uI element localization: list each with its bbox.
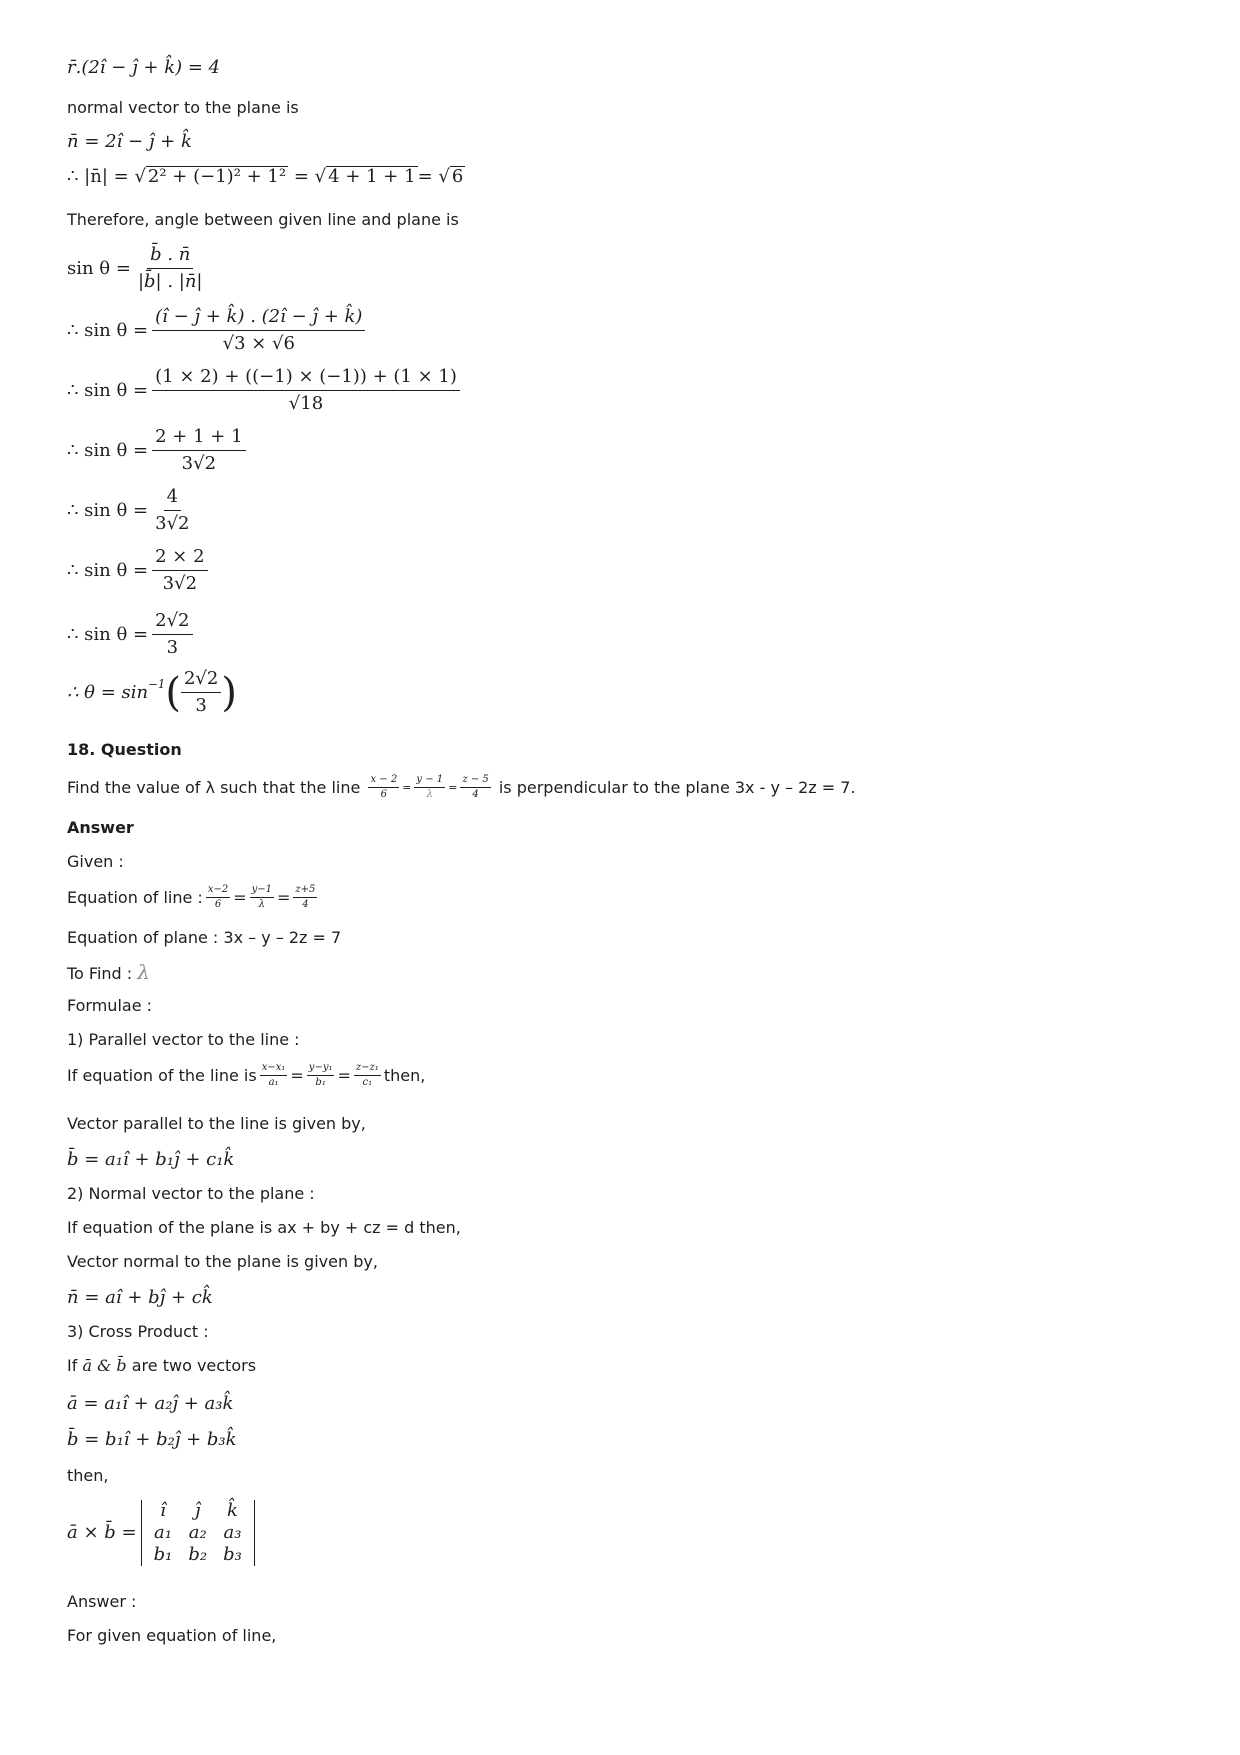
sqrt-content-2: 4 + 1 + 1	[328, 166, 416, 187]
fraction	[152, 610, 192, 659]
sqrt-content-1: 2² + (−1)² + 1²	[147, 166, 287, 187]
inverse-superscript: −1	[148, 677, 166, 691]
fraction-numerator: b̄ . n̄	[147, 244, 193, 269]
small-fraction	[414, 774, 445, 801]
determinant-cell: î	[160, 1500, 166, 1521]
formula-3-vectors: ā & b̄	[82, 1356, 127, 1375]
sqrt-expression-3: √ 6	[438, 166, 464, 187]
fraction-numerator: z−z₁	[354, 1062, 381, 1076]
formula-2-if: If equation of the plane is ax + by + cz = d then,	[67, 1218, 461, 1237]
angle-intro-text: Therefore, angle between given line and plane is	[67, 210, 459, 229]
fraction-denominator: λ	[426, 789, 433, 800]
equals-sign: =	[417, 165, 433, 187]
fraction-numerator: x−x₁	[260, 1062, 288, 1076]
formula-3-b-equation	[67, 1430, 237, 1450]
determinant-cell: b₁	[153, 1544, 173, 1565]
formula-2-n-equation	[67, 1288, 213, 1308]
fraction-denominator: 4	[472, 789, 479, 800]
question-heading: 18. Question	[67, 740, 182, 759]
determinant-column	[188, 1500, 207, 1566]
sin-step-4	[67, 426, 250, 475]
formula-1-if: If equation of the line is $\frac{\text{x−x₁}}{\text{a₁}}$ = $\frac{\text{y−y₁}}{\text{b₁}}$ = $\frac{\text{z−z₁}}{\text{c₁}}$ then,	[67, 1062, 426, 1088]
fraction-numerator: 4	[164, 486, 181, 511]
determinant-column	[223, 1500, 242, 1566]
fraction-denominator: 6	[380, 789, 388, 800]
then-label: then,	[67, 1466, 109, 1485]
small-fraction	[307, 1062, 335, 1089]
sin-step-1	[67, 244, 210, 293]
fraction-numerator: z − 5	[460, 774, 490, 788]
fraction-numerator: z+5	[293, 884, 317, 898]
fraction	[152, 546, 207, 595]
sin-step-lhs: ∴ sin θ =	[67, 559, 149, 581]
sin-step-lhs: sin θ =	[67, 257, 131, 279]
modulus-n-prefix: ∴ |n̄| =	[67, 165, 129, 187]
question-text	[67, 774, 856, 801]
determinant-cell: k̂	[227, 1500, 238, 1521]
sin-step-lhs: ∴ sin θ =	[67, 499, 149, 521]
fraction-denominator: a₁	[268, 1077, 279, 1088]
fraction-denominator: b₁	[315, 1077, 326, 1088]
fraction-denominator: √3 × √6	[222, 333, 295, 354]
fraction	[152, 366, 460, 415]
sin-step-2	[67, 306, 369, 355]
question-text-part-b: is perpendicular to the plane 3x - y – 2z = 7.	[498, 777, 856, 797]
modulus-n-equation	[67, 166, 465, 187]
normal-vector-equation	[67, 132, 192, 152]
fraction	[152, 486, 192, 535]
determinant-cell: b₃	[223, 1544, 242, 1565]
fraction-numerator: (î − ĵ + k̂) . (2î − ĵ + k̂)	[152, 306, 365, 331]
fraction-numerator: y − 1	[414, 774, 445, 788]
fraction-numerator: x−2	[206, 884, 230, 898]
small-fraction	[293, 884, 317, 911]
sin-step-lhs: ∴ sin θ =	[67, 439, 149, 461]
determinant-column	[154, 1500, 173, 1566]
equals-sign: =	[448, 780, 458, 794]
formula-3-if-text-b: are two vectors	[131, 1356, 257, 1375]
formula-2-vector-text: Vector normal to the plane is given by,	[67, 1252, 378, 1271]
fraction-denominator: 6	[214, 899, 222, 910]
cross-product-determinant	[67, 1500, 255, 1566]
sin-step-3	[67, 366, 464, 415]
formula-1-vector-text: Vector parallel to the line is given by,	[67, 1114, 366, 1133]
cross-product-lhs: ā × b̄ =	[67, 1522, 137, 1543]
given-label: Given :	[67, 852, 124, 871]
formula-3-if-text: If	[67, 1356, 78, 1375]
plane-equation-text: r̄.(2î − ĵ + k̂) = 4	[67, 57, 221, 78]
formula-2-title: 2) Normal vector to the plane :	[67, 1184, 315, 1203]
equation-of-line: Equation of line : $\frac{x-2}{6}$ = $\frac{y-1}{\lambda}$ = $\frac{z+5}{4}$	[67, 884, 316, 910]
small-fraction	[368, 774, 399, 801]
small-fraction	[206, 884, 230, 911]
formula-1-then: then,	[383, 1065, 426, 1085]
fraction-denominator: 3	[195, 695, 207, 716]
determinant-cell: a₃	[223, 1522, 242, 1543]
to-find	[67, 962, 150, 984]
fraction-denominator: 3	[166, 637, 179, 658]
sin-step-5	[67, 486, 197, 535]
sin-step-7	[67, 610, 197, 659]
fraction-denominator: √18	[288, 393, 324, 414]
sqrt-expression-1: √ 2² + (−1)² + 1²	[134, 166, 287, 187]
sin-step-lhs: ∴ sin θ =	[67, 623, 149, 645]
fraction-numerator: (1 × 2) + ((−1) × (−1)) + (1 × 1)	[152, 366, 460, 391]
fraction-denominator: 3√2	[181, 453, 217, 474]
plane-equation	[67, 58, 220, 78]
sin-step-lhs: ∴ sin θ =	[67, 319, 149, 341]
formula-1-b-equation	[67, 1150, 234, 1170]
small-fraction	[460, 774, 490, 801]
sqrt-expression-2: √ 4 + 1 + 1	[314, 166, 416, 187]
equals-sign: =	[402, 780, 412, 794]
to-find-label: To Find :	[67, 964, 133, 983]
question-text-part-a: Find the value of λ such that the line	[67, 777, 361, 797]
fraction	[152, 426, 245, 475]
fraction	[152, 306, 365, 355]
formula-1-b-equation-text: b̄ = a₁î + b₁ĵ + c₁k̂	[67, 1149, 235, 1170]
right-paren: )	[221, 669, 237, 716]
formula-3-if	[67, 1356, 256, 1376]
formula-1-if-text: If equation of the line is	[67, 1065, 257, 1085]
sin-step-6	[67, 546, 212, 595]
formula-3-a-equation-text: ā = a₁î + a₂ĵ + a₃k̂	[67, 1393, 234, 1414]
formula-3-b-equation-text: b̄ = b₁î + b₂ĵ + b₃k̂	[67, 1429, 237, 1450]
normal-vector-equation-text: n̄ = 2î − ĵ + k̂	[67, 131, 192, 152]
sin-step-lhs: ∴ sin θ =	[67, 379, 149, 401]
formula-3-a-equation	[67, 1394, 233, 1414]
determinant-cell: a₁	[153, 1522, 172, 1543]
fraction	[181, 668, 221, 717]
normal-vector-text: normal vector to the plane is	[67, 98, 299, 117]
theta-lhs: ∴ θ = sin	[67, 681, 149, 703]
fraction-denominator: 3√2	[155, 513, 190, 534]
fraction	[135, 244, 206, 293]
determinant-cell: ĵ	[194, 1500, 201, 1521]
answer-label: Answer :	[67, 1592, 137, 1611]
fraction-denominator: 4	[302, 899, 309, 910]
fraction-denominator: c₁	[362, 1077, 373, 1088]
fraction-numerator: y−1	[250, 884, 274, 898]
answer-heading: Answer	[67, 818, 134, 837]
fraction-numerator: y−y₁	[307, 1062, 335, 1076]
equation-of-plane: Equation of plane : 3x – y – 2z = 7	[67, 928, 342, 947]
fraction-numerator: x − 2	[368, 774, 399, 788]
to-find-value: λ	[137, 960, 150, 984]
equals-sign: =	[293, 165, 309, 187]
theta-result	[67, 668, 237, 717]
formula-3-title: 3) Cross Product :	[67, 1322, 209, 1341]
fraction-numerator: 2 + 1 + 1	[152, 426, 245, 451]
small-fraction	[354, 1062, 381, 1089]
fraction-denominator: 3√2	[162, 573, 198, 594]
determinant-cell: b₂	[188, 1544, 208, 1565]
left-paren: (	[165, 669, 181, 716]
determinant	[141, 1500, 255, 1566]
sqrt-content-3: 6	[451, 166, 464, 187]
formulae-label: Formulae :	[67, 996, 153, 1015]
fraction-numerator: 2 × 2	[152, 546, 207, 571]
formula-1-title: 1) Parallel vector to the line :	[67, 1030, 300, 1049]
equation-of-line-label: Equation of line :	[67, 887, 203, 907]
fraction-numerator: 2√2	[152, 610, 192, 635]
determinant-cell: a₂	[188, 1522, 207, 1543]
small-fraction	[260, 1062, 288, 1089]
small-fraction	[250, 884, 274, 911]
fraction-numerator: 2√2	[181, 668, 221, 693]
formula-2-n-equation-text: n̄ = aî + bĵ + ck̂	[67, 1287, 213, 1308]
fraction-denominator: |b̄| . |n̄|	[137, 271, 203, 292]
fraction-denominator: λ	[258, 899, 265, 910]
for-given-text: For given equation of line,	[67, 1626, 277, 1645]
